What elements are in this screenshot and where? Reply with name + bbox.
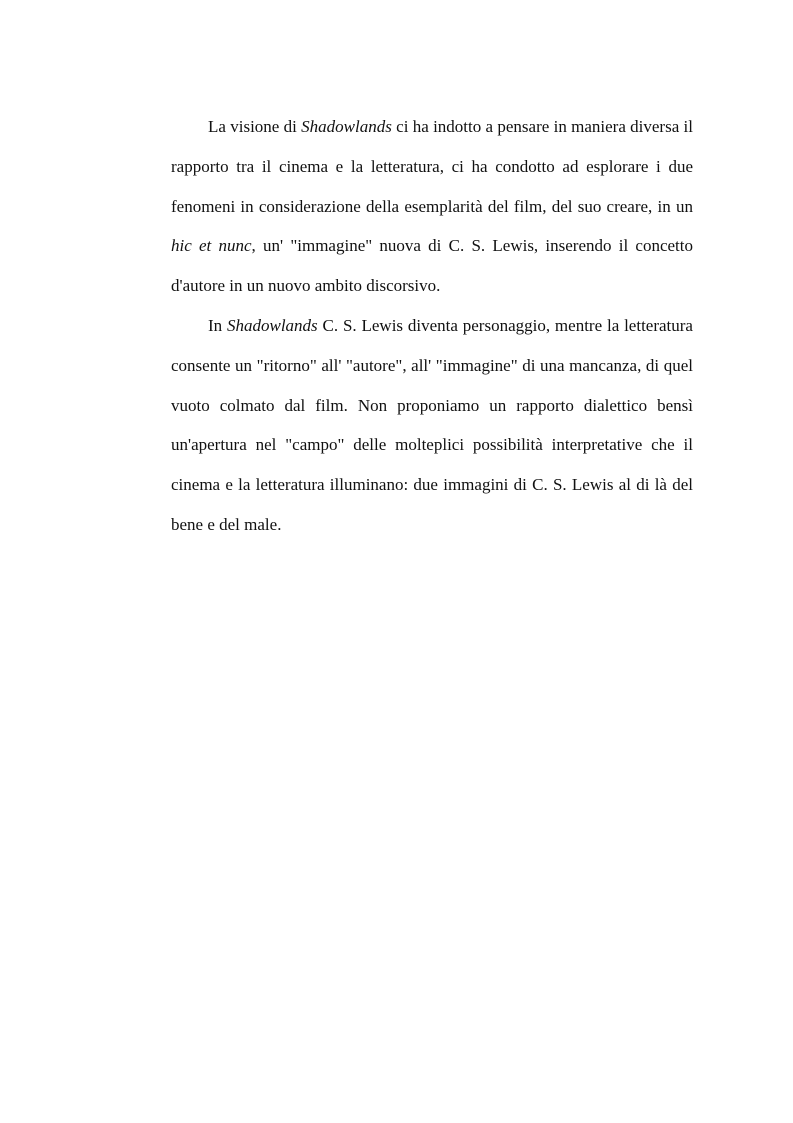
paragraph-1-text: La visione di: [208, 117, 302, 136]
paragraph-1-text: ci ha indotto a pensare in maniera diversa il rapporto tra il cinema e la letteratura, ci ha condotto ad esplorare i due fenomeni in considerazione della esemplarità del film, del suo creare, in un: [171, 117, 694, 216]
paragraph-2: [171, 306, 693, 545]
film-title-italic: Shadowlands: [301, 117, 392, 136]
paragraph-1: [171, 107, 693, 306]
paragraph-1-text: , un' "immagine" nuova di C. S. Lewis, inserendo il concetto d'autore in un nuovo ambito discorsivo.: [171, 236, 693, 296]
paragraph-2-text: C. S. Lewis diventa personaggio, mentre la letteratura consente un "ritorno" all' "autore", all' "immagine" di una mancanza, di quel vuoto colmato dal film. Non proponiamo un rapporto dialettico bensì un'apertura nel "campo" delle molteplici possibilità interpretative che il cinema e la letteratura illuminano: due immagini di C. S. Lewis al di là del bene e del male.: [171, 315, 693, 534]
body-text: [171, 107, 693, 545]
paragraph-2-text: In: [208, 315, 227, 335]
latin-phrase-italic: hic et nunc: [171, 236, 252, 256]
film-title-italic: Shadowlands: [227, 315, 318, 335]
